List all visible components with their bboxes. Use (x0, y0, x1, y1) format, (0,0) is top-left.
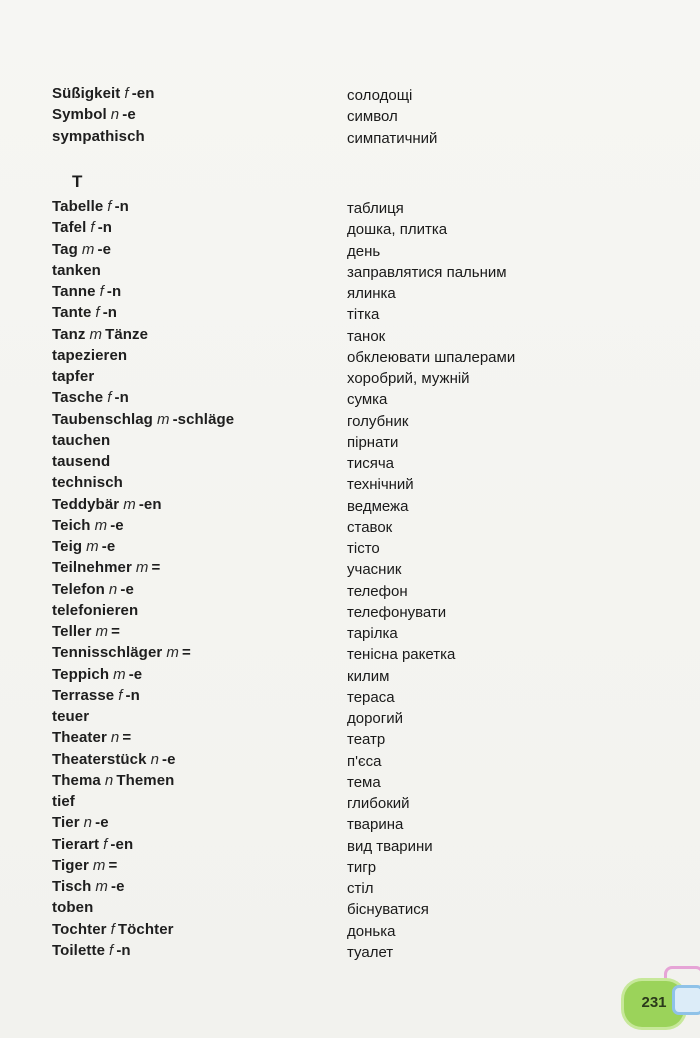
dictionary-entry (52, 814, 652, 835)
ukrainian-translation: тема (347, 773, 381, 791)
headword: toben (52, 899, 94, 917)
gender-marker: m (156, 410, 170, 428)
dictionary-entry (52, 368, 652, 389)
ukrainian-translation: ялинка (347, 285, 396, 302)
ukrainian-translation: тисяча (347, 455, 395, 472)
german-term (52, 559, 160, 576)
plural-form: = (108, 856, 118, 874)
ukrainian-translation: туалет (347, 943, 394, 961)
headword: Teppich (52, 665, 110, 683)
headword: Toilette (52, 941, 106, 959)
headword: tapezieren (52, 346, 128, 364)
dictionary-entry (52, 836, 652, 857)
headword: Tochter (52, 920, 107, 938)
german-term (52, 389, 129, 406)
headword: Teig (52, 538, 83, 555)
headword: Teich (52, 516, 91, 534)
ukrainian-translation: глибокий (347, 795, 410, 812)
dictionary-entry (52, 453, 652, 474)
ukrainian-translation: ставок (347, 518, 393, 536)
gender-marker: n (108, 580, 118, 598)
headword: tauchen (52, 431, 111, 449)
plural-form: -e (95, 814, 109, 832)
german-term (52, 432, 110, 449)
german-term (52, 878, 125, 895)
dictionary-entry (52, 106, 652, 127)
plural-form: Töchter (117, 920, 174, 938)
ukrainian-translation: тісто (347, 540, 380, 557)
plural-form: = (151, 559, 161, 577)
plural-form: -e (120, 580, 134, 598)
dictionary-entry (52, 772, 652, 793)
gender-marker: f (107, 198, 112, 215)
gender-marker: f (124, 85, 129, 102)
plural-form: -n (106, 283, 122, 300)
dictionary-entry (52, 496, 652, 517)
ukrainian-translation: солодощі (347, 87, 413, 104)
ukrainian-translation: донька (347, 922, 396, 940)
german-term (52, 857, 117, 874)
headword: Theater (52, 729, 107, 747)
german-term (52, 368, 94, 385)
plural-form: = (122, 729, 132, 747)
plural-form: -e (97, 240, 112, 258)
gender-marker: n (150, 750, 160, 768)
headword: Taubenschlag (52, 410, 153, 428)
plural-form: -e (110, 516, 124, 534)
ukrainian-translation: дошка, плитка (347, 221, 448, 239)
gender-marker: n (83, 814, 93, 832)
dictionary-entry (52, 432, 652, 453)
gender-marker: f (109, 941, 114, 959)
headword: Theaterstück (52, 750, 147, 768)
ukrainian-translation: обклеювати шпалерами (347, 348, 516, 366)
dictionary-entry (52, 623, 652, 644)
ukrainian-translation: таблиця (347, 200, 404, 217)
ukrainian-translation: технічний (347, 476, 414, 494)
german-term (52, 304, 117, 321)
gender-marker: n (104, 771, 114, 789)
headword: Thema (52, 771, 101, 789)
dictionary-entry (52, 581, 652, 602)
german-term (52, 644, 191, 661)
german-term (52, 241, 111, 258)
gender-marker: f (95, 304, 100, 322)
dictionary-entry (52, 389, 652, 410)
dictionary-entry (52, 899, 652, 920)
ukrainian-translation: дорогий (347, 710, 404, 727)
german-term (52, 106, 136, 123)
plural-form: -e (101, 538, 116, 555)
page-number: 231 (641, 994, 667, 1011)
ukrainian-translation: телефонувати (347, 603, 447, 621)
ukrainian-translation: біснуватися (347, 901, 429, 919)
ukrainian-translation: голубник (347, 412, 409, 430)
dictionary-entry (52, 751, 652, 772)
dictionary-entry (52, 644, 652, 665)
gender-marker: m (113, 665, 126, 683)
headword: Tiger (52, 856, 89, 874)
gender-marker: m (89, 325, 103, 343)
dictionary-entry (52, 283, 652, 304)
plural-form: -n (116, 941, 131, 959)
gender-marker: m (92, 856, 106, 874)
ukrainian-translation: тварина (347, 816, 404, 834)
headword: Tennisschläger (52, 644, 163, 662)
ukrainian-translation: тигр (347, 858, 377, 876)
german-term (52, 729, 131, 746)
gender-marker: m (95, 878, 109, 895)
dictionary-entry (52, 942, 652, 963)
dictionary-entry (52, 411, 652, 432)
ukrainian-translation: тітка (347, 306, 380, 324)
plural-form: Themen (116, 771, 175, 789)
headword: Tisch (52, 878, 92, 895)
headword: Tanne (52, 283, 96, 300)
gender-marker: f (118, 686, 123, 704)
plural-form: -e (162, 750, 176, 768)
headword: Tier (52, 814, 80, 832)
german-term (52, 474, 123, 491)
gender-marker: m (135, 559, 149, 577)
dictionary-entry (52, 857, 652, 878)
plural-form: -n (114, 389, 129, 407)
decorative-blue-square (672, 985, 700, 1015)
headword: Teilnehmer (52, 559, 132, 577)
dictionary-entry (52, 517, 652, 538)
plural-form: -en (131, 85, 155, 102)
dictionary-entry (52, 262, 652, 283)
ukrainian-translation: символ (347, 108, 398, 126)
headword: Tafel (52, 219, 87, 237)
plural-form: -e (128, 665, 143, 683)
dictionary-entry (52, 128, 652, 149)
gender-marker: n (110, 106, 120, 124)
gender-marker: m (166, 644, 179, 662)
dictionary-entry (52, 347, 652, 368)
gender-marker: n (110, 729, 120, 747)
gender-marker: f (107, 389, 112, 407)
gender-marker: f (90, 219, 95, 237)
headword: Tag (52, 240, 78, 258)
headword: tanken (52, 261, 101, 279)
german-term (52, 921, 174, 938)
plural-form: -en (110, 835, 134, 853)
ukrainian-translation: сумка (347, 391, 388, 409)
german-term (52, 623, 120, 640)
ukrainian-translation: тераса (347, 688, 395, 706)
ukrainian-translation: ведмежа (347, 497, 409, 515)
dictionary-entry (52, 304, 652, 325)
headword: Teddybär (52, 495, 120, 513)
ukrainian-translation: учасник (347, 561, 402, 579)
plural-form: -n (114, 198, 129, 215)
german-term (52, 219, 112, 236)
german-term (52, 793, 75, 810)
plural-form: -en (138, 495, 162, 513)
plural-form: -n (125, 686, 140, 704)
ukrainian-translation: танок (347, 327, 386, 345)
gender-marker: m (86, 538, 99, 555)
ukrainian-translation: театр (347, 731, 386, 749)
gender-marker: f (103, 835, 108, 853)
gender-marker: f (99, 283, 104, 300)
german-term (52, 814, 109, 831)
german-term (52, 128, 145, 145)
dictionary-entry (52, 326, 652, 347)
german-term (52, 751, 176, 768)
dictionary-entry (52, 687, 652, 708)
dictionary-entry (52, 666, 652, 687)
ukrainian-translation: килим (347, 667, 390, 685)
gender-marker: m (94, 516, 108, 534)
german-term (52, 198, 129, 215)
dictionary-entry (52, 878, 652, 899)
german-term (52, 942, 131, 959)
plural-form: Tänze (105, 325, 149, 343)
ukrainian-translation: заправлятися пальним (347, 263, 507, 281)
gender-marker: m (95, 623, 109, 640)
plural-form: = (111, 623, 120, 640)
plural-form: = (181, 644, 191, 662)
german-term (52, 453, 110, 470)
dictionary-entry (52, 474, 652, 495)
dictionary-entry (52, 219, 652, 240)
german-term (52, 347, 127, 364)
headword: tausend (52, 453, 111, 470)
ukrainian-translation: тарілка (347, 625, 398, 642)
headword: Tanz (52, 325, 86, 343)
headword: Symbol (52, 106, 107, 124)
dictionary-entry (52, 602, 652, 623)
gender-marker: m (123, 495, 136, 513)
plural-form: -e (111, 878, 125, 895)
dictionary-entry (52, 241, 652, 262)
plural-form: -schläge (172, 410, 235, 428)
dictionary-entry (52, 921, 652, 942)
dictionary-entry (52, 538, 652, 559)
german-term (52, 772, 174, 789)
german-term (52, 85, 155, 102)
dictionary-entry (52, 708, 652, 729)
headword: Süßigkeit (52, 85, 121, 102)
headword: teuer (52, 708, 90, 725)
ukrainian-translation: хоробрий, мужній (347, 370, 470, 387)
german-term (52, 517, 124, 534)
headword: tief (52, 793, 75, 810)
german-term (52, 666, 142, 683)
headword: sympathisch (52, 127, 145, 145)
plural-form: -n (102, 304, 118, 322)
headword: tapfer (52, 368, 95, 385)
german-term (52, 602, 138, 619)
ukrainian-translation: телефон (347, 582, 408, 600)
german-term (52, 581, 134, 598)
gender-marker: f (110, 920, 115, 938)
german-term (52, 283, 121, 300)
german-term (52, 262, 101, 279)
dictionary-entry (52, 559, 652, 580)
ukrainian-translation: симпатичний (347, 129, 438, 147)
section-letter-heading: T (72, 172, 83, 191)
headword: Tabelle (52, 198, 104, 215)
german-term (52, 708, 89, 725)
german-term (52, 496, 162, 513)
german-term (52, 538, 115, 555)
dictionary-entry (52, 198, 652, 219)
headword: Tierart (52, 835, 100, 853)
ukrainian-translation: вид тварини (347, 837, 433, 855)
german-term (52, 326, 148, 343)
headword: Terrasse (52, 686, 115, 704)
german-term (52, 411, 234, 428)
ukrainian-translation: пірнати (347, 433, 399, 451)
headword: technisch (52, 474, 123, 492)
german-term (52, 836, 133, 853)
headword: Teller (52, 623, 92, 640)
german-term (52, 899, 93, 916)
ukrainian-translation: п'єса (347, 752, 382, 770)
german-term (52, 687, 140, 704)
plural-form: -n (97, 219, 113, 237)
headword: Tasche (52, 389, 104, 407)
dictionary-entry (52, 729, 652, 750)
dictionary-entry (52, 793, 652, 814)
gender-marker: m (81, 240, 95, 258)
headword: Telefon (52, 580, 105, 598)
headword: Tante (52, 304, 92, 322)
ukrainian-translation: стіл (347, 880, 374, 897)
headword: telefonieren (52, 601, 139, 619)
ukrainian-translation: день (347, 242, 381, 260)
plural-form: -e (122, 106, 136, 124)
ukrainian-translation: тенісна ракетка (347, 646, 456, 664)
dictionary-entry (52, 85, 652, 106)
